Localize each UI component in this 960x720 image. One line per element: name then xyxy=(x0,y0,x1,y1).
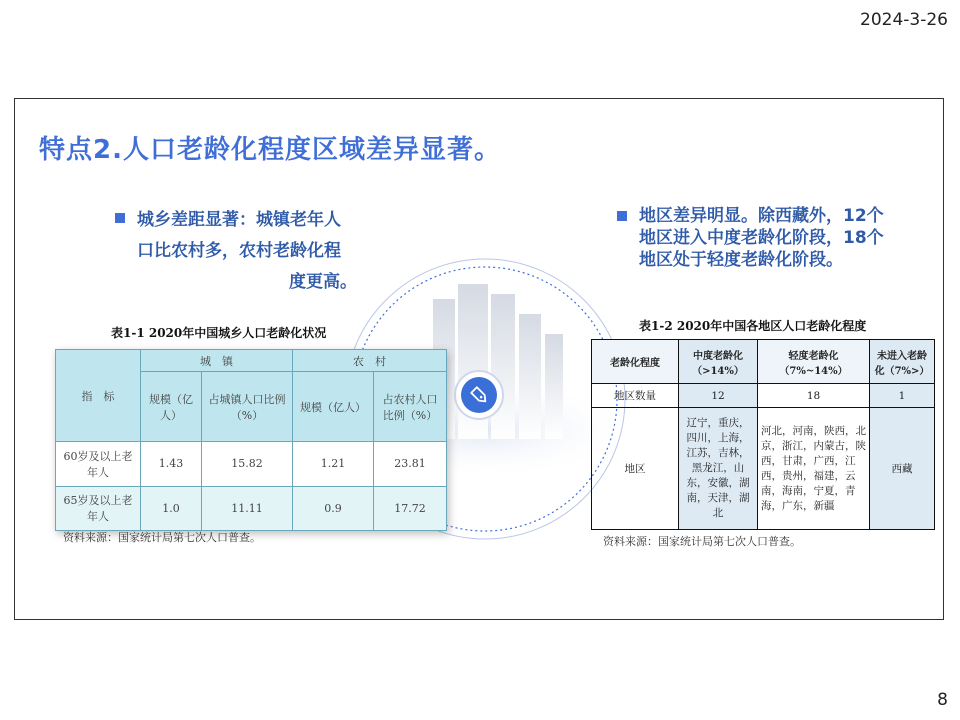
table1 xyxy=(55,349,447,531)
table2-source: 资料来源：国家统计局第七次人口普查。 xyxy=(603,535,801,548)
bullet-left-line-3: 度更高。 xyxy=(289,272,357,292)
table1-card xyxy=(55,349,447,531)
table1-col-rural-ratio: 占农村人口比例（%） xyxy=(374,372,447,442)
bullet-left-line-1: 城乡差距显著：城镇老年人 xyxy=(137,210,341,230)
table1-cell: 17.72 xyxy=(374,486,447,531)
table1-header-indicator: 指 标 xyxy=(56,350,141,442)
slide-date: 2024-3-26 xyxy=(860,10,948,30)
table2-none-regions: 西藏 xyxy=(870,408,935,530)
table2-caption: 表1-2 2020年中国各地区人口老龄化程度 xyxy=(639,319,867,333)
table1-cell: 1.21 xyxy=(293,442,374,487)
table1-cell: 23.81 xyxy=(374,442,447,487)
table1-row-label: 65岁及以上老年人 xyxy=(56,486,141,531)
table1-cell: 1.0 xyxy=(141,486,202,531)
slide-title: 特点2.人口老龄化程度区域差异显著。 xyxy=(39,135,501,165)
table1-row-label: 60岁及以上老年人 xyxy=(56,442,141,487)
table2-count-mild: 18 xyxy=(758,384,870,408)
table1-col-urban-scale: 规模（亿人） xyxy=(141,372,202,442)
table1-cell: 1.43 xyxy=(141,442,202,487)
table2-header-moderate: 中度老龄化（>14%） xyxy=(679,340,758,384)
table1-cell: 11.11 xyxy=(202,486,293,531)
bullet-right xyxy=(617,205,887,271)
slide-frame xyxy=(14,98,944,620)
bullet-square-icon xyxy=(115,213,125,223)
table2-count-none: 1 xyxy=(870,384,935,408)
table2-count-label: 地区数量 xyxy=(592,384,679,408)
table2-moderate-regions: 辽宁，重庆，四川，上海，江苏，吉林，黑龙江，山东，安徽，湖南，天津，湖北 xyxy=(679,408,758,530)
page-number: 8 xyxy=(937,690,948,710)
badge-circle xyxy=(461,377,497,413)
table2-count-moderate: 12 xyxy=(679,384,758,408)
bullet-left-line-2: 口比农村多，农村老龄化程 xyxy=(137,241,341,261)
table2-mild-regions: 河北，河南，陕西，北京，浙江，内蒙古，陕西，甘肃，广西，江西，贵州，福建，云南，海南，宁夏，青海，广东，新疆 xyxy=(758,408,870,530)
table1-source: 资料来源：国家统计局第七次人口普查。 xyxy=(63,531,261,544)
bullet-right-text: 地区差异明显。除西藏外，12个地区进入中度老龄化阶段，18个地区处于轻度老龄化阶段。 xyxy=(639,206,884,270)
table1-caption: 表1-1 2020年中国城乡人口老龄化状况 xyxy=(111,326,327,340)
table2 xyxy=(591,339,935,530)
table1-group-urban: 城 镇 xyxy=(141,350,293,372)
table2-header-none: 未进入老龄化（7%>） xyxy=(870,340,935,384)
table1-cell: 0.9 xyxy=(293,486,374,531)
table1-col-rural-scale: 规模（亿人） xyxy=(293,372,374,442)
table2-header-level: 老龄化程度 xyxy=(592,340,679,384)
table2-region-label: 地区 xyxy=(592,408,679,530)
bullet-left xyxy=(115,205,390,298)
table1-cell: 15.82 xyxy=(202,442,293,487)
table1-col-urban-ratio: 占城镇人口比例（%） xyxy=(202,372,293,442)
table1-group-rural: 农 村 xyxy=(293,350,447,372)
bullet-square-icon xyxy=(617,211,627,221)
table2-header-mild: 轻度老龄化（7%~14%） xyxy=(758,340,870,384)
